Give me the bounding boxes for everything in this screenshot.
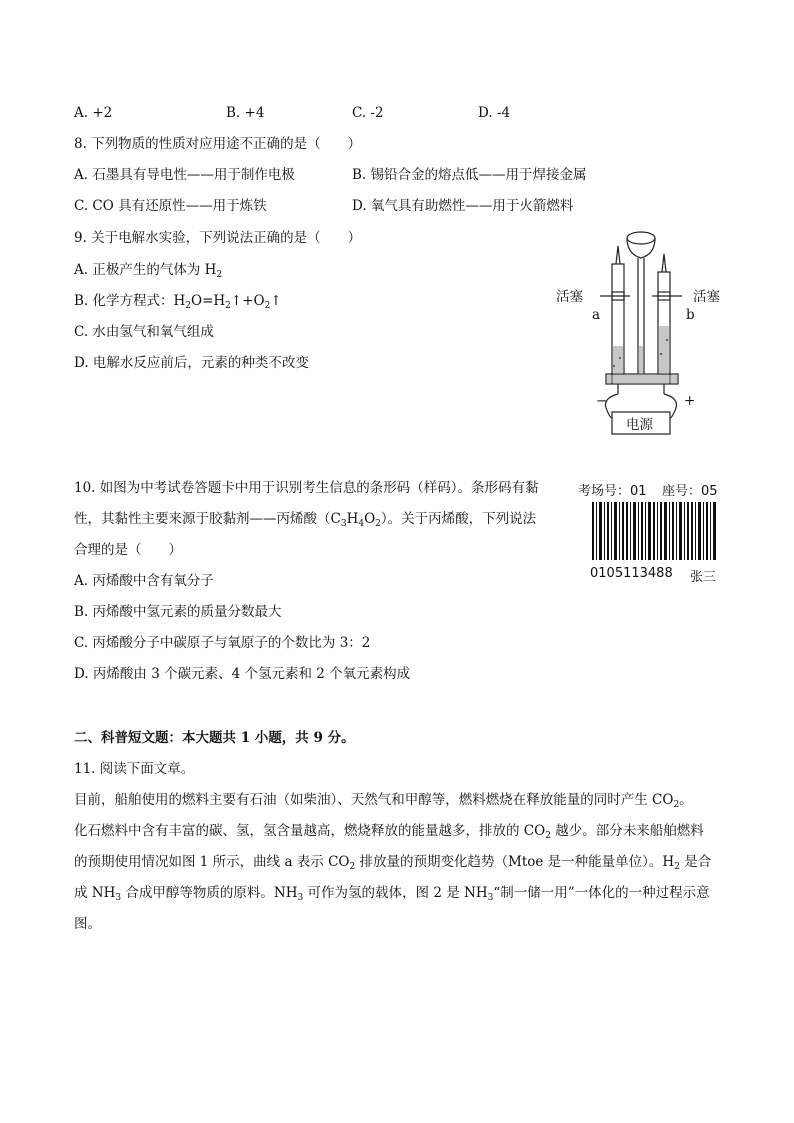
tube-a-label: a [592, 307, 601, 323]
q7-option-c: C. -2 [352, 105, 384, 121]
q11-para-line1: 目前，船舶使用的燃料主要有石油（如柴油）、天然气和甲醇等，燃料燃烧在释放能量的同时产生 $CO_2$。 [74, 792, 693, 810]
barcode-room: 考场号：01 [578, 484, 647, 499]
tube-b-label: b [686, 307, 695, 323]
power-label: 电源 [626, 417, 653, 433]
q10-stem-line3: 合理的是（ ） [74, 542, 182, 558]
q10-stem-line1: 10. 如图为中考试卷答题卡中用于识别考生信息的条形码（样码）。条形码有黏 [74, 480, 539, 496]
q8-option-a: A. 石墨具有导电性——用于制作电极 [74, 167, 295, 183]
q9-option-a: A. 正极产生的气体为 $H_2$ [74, 262, 223, 280]
q7-option-b: B. +4 [226, 105, 265, 121]
q7-option-d: D. -4 [478, 105, 511, 121]
q9-stem: 9. 关于电解水实验，下列说法正确的是（ ） [74, 230, 362, 246]
q8-option-b: B. 锡铅合金的熔点低——用于焊接金属 [352, 167, 587, 183]
valve-right-label: 活塞 [693, 289, 720, 305]
barcode-bars [592, 502, 718, 560]
q11-para-line2: 化石燃料中含有丰富的碳、氢，氢含量越高，燃烧释放的能量越多，排放的 $CO_2$ 越少。部分未来船舶燃料 [74, 823, 704, 841]
q10-option-d: D. 丙烯酸由 3 个碳元素、4 个氢元素和 2 个氧元素构成 [74, 666, 411, 682]
q11-para-line4: 成 $NH_3$ 合成甲醇等物质的原料。$NH_3$ 可作为氢的载体，图 2 是 $NH_3“$制一储一用”一体化的一种过程示意 [74, 885, 710, 903]
q8-option-d: D. 氧气具有助燃性——用于火箭燃料 [352, 198, 574, 214]
q8-option-c: C. CO 具有还原性——用于炼铁 [74, 198, 267, 214]
minus-label: − [596, 393, 608, 409]
q9-option-c: C. 水由氢气和氧气组成 [74, 324, 214, 340]
barcode-seat: 座号：05 [662, 484, 718, 499]
section2-title: 二、科普短文题：本大题共 1 小题，共 9 分。 [74, 730, 355, 746]
valve-left-label: 活塞 [556, 289, 583, 305]
electrolysis-apparatus [548, 226, 738, 438]
q8-stem: 8. 下列物质的性质对应用途不正确的是（ ） [74, 136, 362, 152]
barcode-sample [574, 476, 724, 586]
electrolysis-diagram [548, 226, 738, 438]
barcode-number: 0105113488 [590, 566, 673, 581]
q10-option-b: B. 丙烯酸中氢元素的质量分数最大 [74, 604, 282, 620]
q11-para-line5: 图。 [74, 916, 101, 932]
plus-label: + [684, 393, 696, 409]
q9-option-d: D. 电解水反应前后，元素的种类不改变 [74, 355, 309, 371]
barcode-name: 张三 [690, 570, 717, 585]
q11-stem: 11. 阅读下面文章。 [74, 761, 195, 777]
q7-option-a: A. +2 [74, 105, 113, 121]
q11-para-line3: 的预期使用情况如图 1 所示，曲线 a 表示 $CO_2$ 排放量的预期变化趋势（Mtoe 是一种能量单位）。$H_2$ 是合 [74, 854, 712, 872]
q10-option-c: C. 丙烯酸分子中碳原子与氧原子的个数比为 3：2 [74, 635, 371, 651]
q10-stem-line2: 性，其黏性主要来源于胶黏剂——丙烯酸$(C_3H_4O_2)$。关于丙烯酸，下列说法 [74, 511, 537, 529]
q10-option-a: A. 丙烯酸中含有氧分子 [74, 573, 214, 589]
q9-option-b: B. 化学方程式：$H_2O=H_2↑+O_2↑$ [74, 293, 282, 311]
